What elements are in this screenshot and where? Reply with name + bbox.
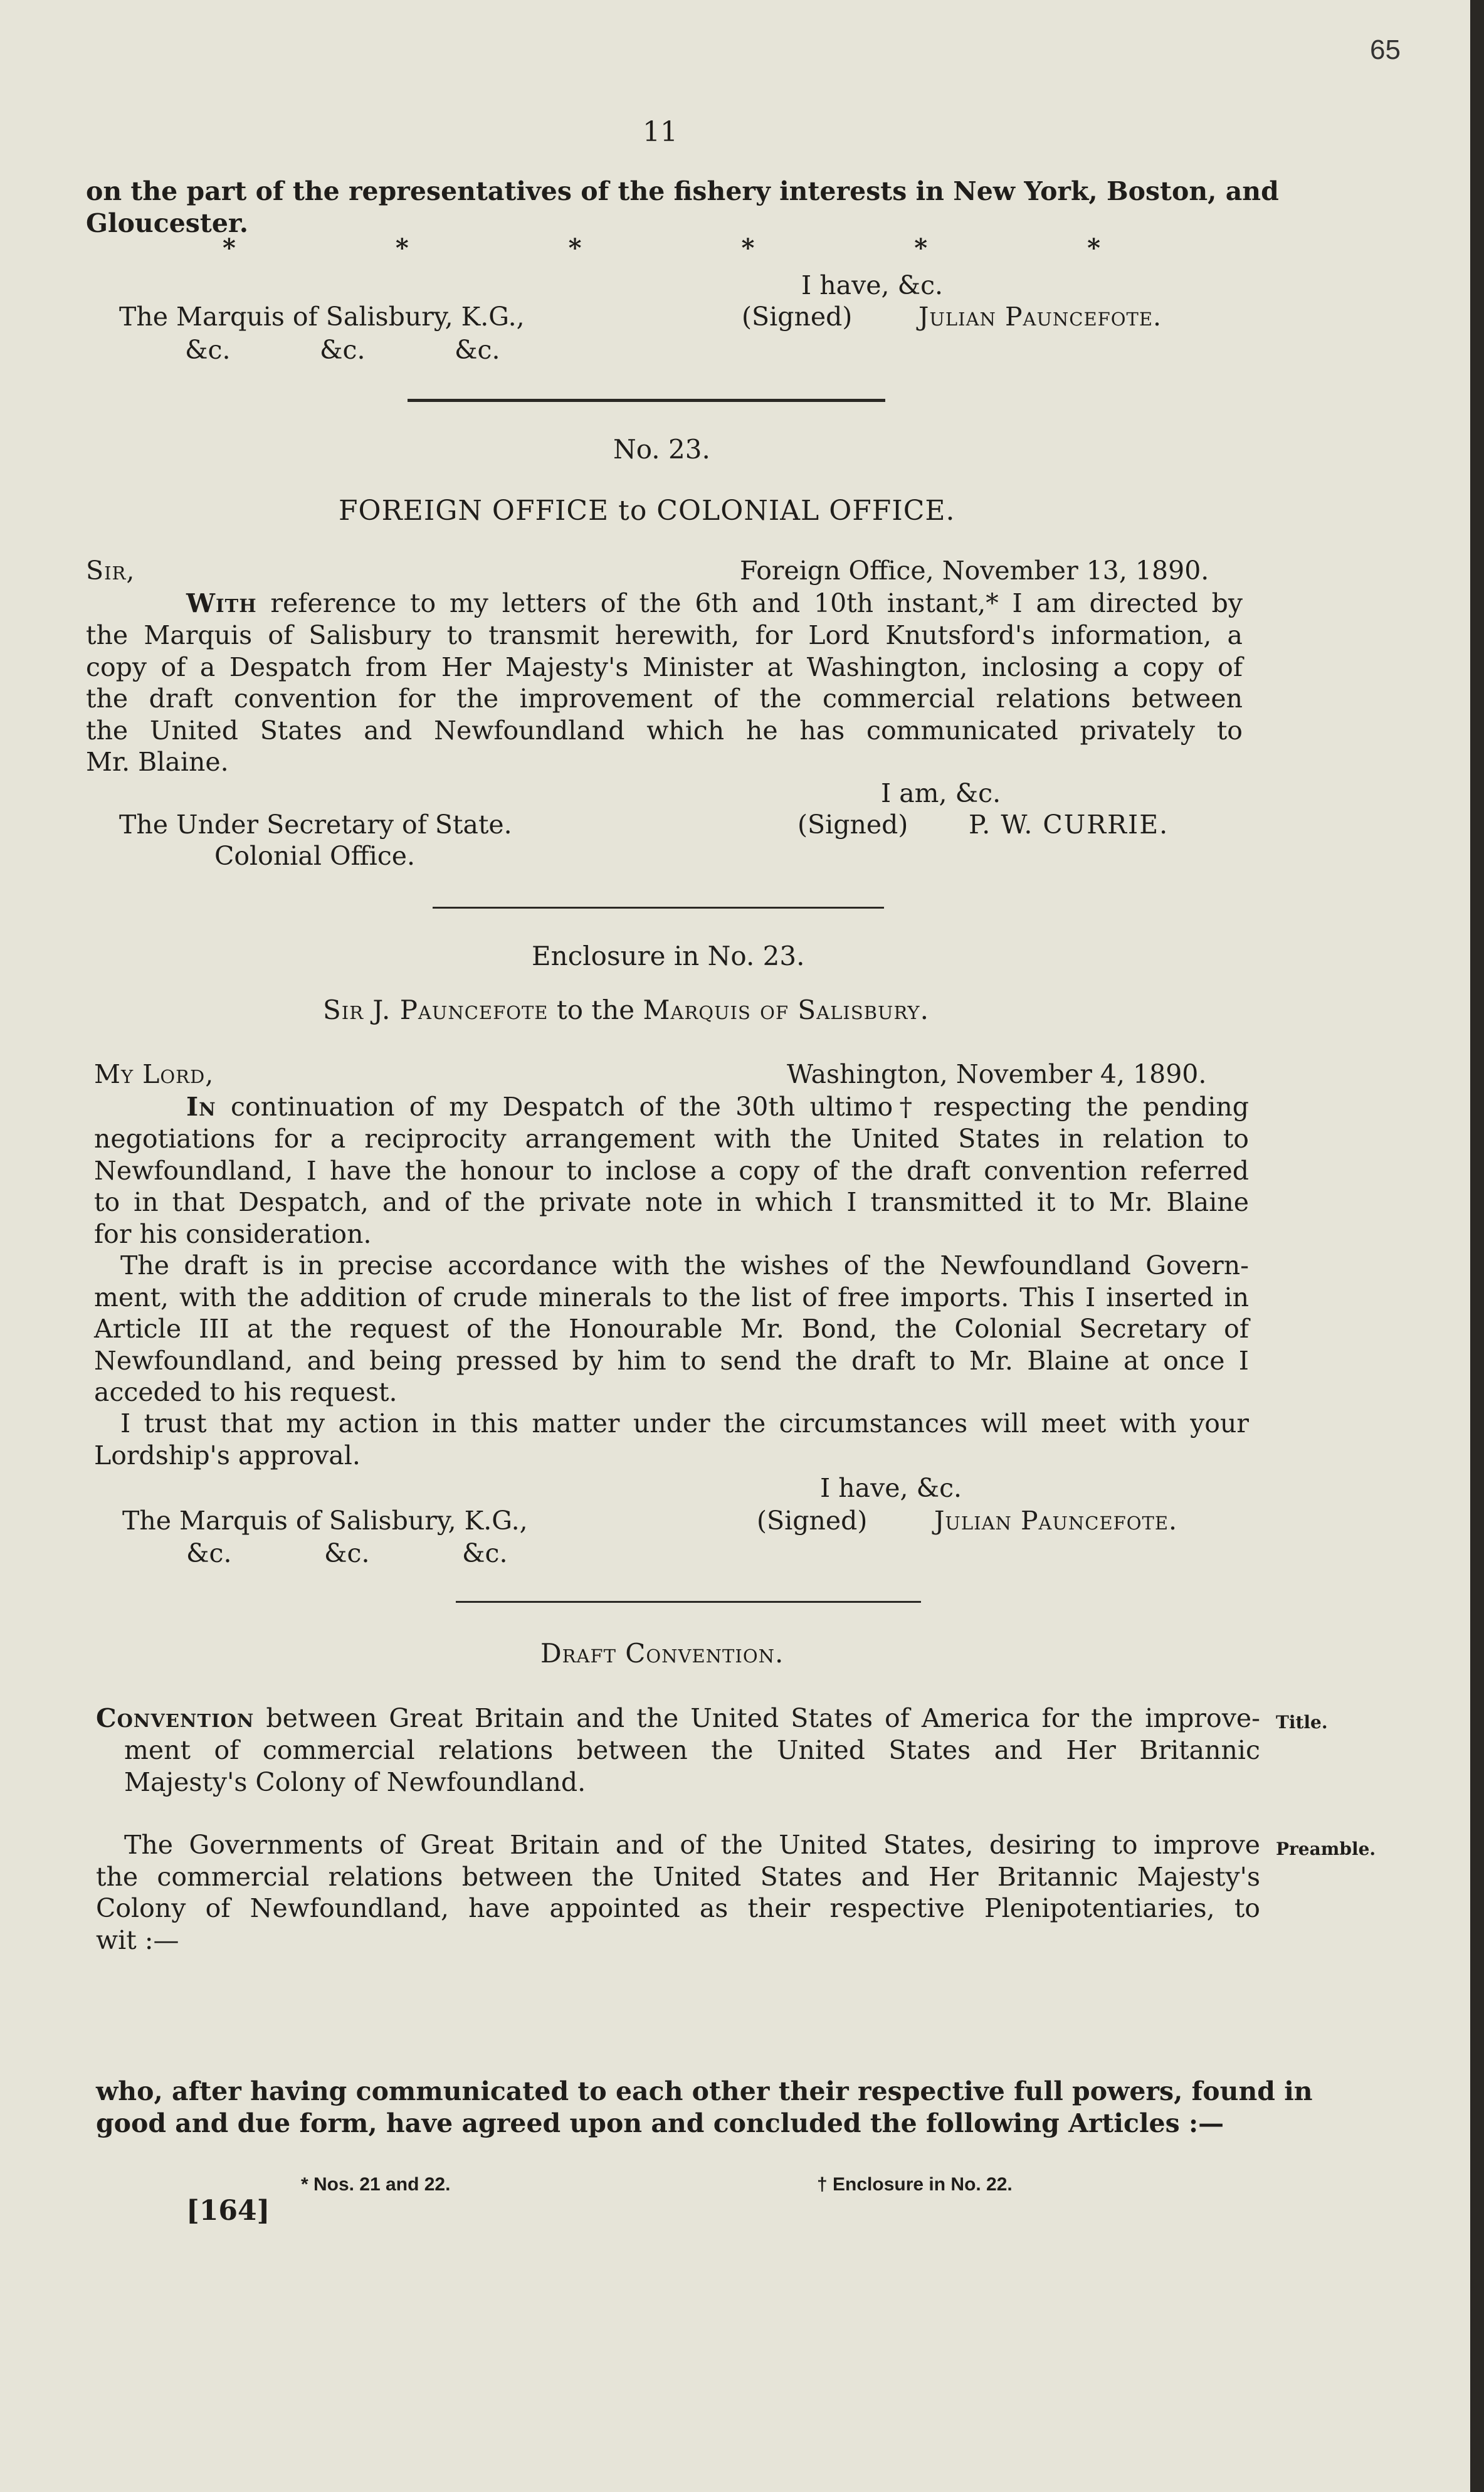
print-mark: [164] <box>186 2195 270 2227</box>
footnote-a: * Nos. 21 and 22. <box>301 2174 451 2195</box>
no23-addressee: The Under Secretary of State. <box>119 810 512 840</box>
enclosure-signer: Julian Pauncefote. <box>934 1506 1178 1536</box>
draft-title-first: Convention between Great Britain and the United States of America for the improve- <box>96 1703 1260 1733</box>
enclosure-etc-2: &c. <box>324 1538 370 1568</box>
letter1-etc-2: &c. <box>320 335 366 365</box>
enclosure-para1: negotiations for a reciprocity arrangement with the United States in relation to Newfoundland, I have the honour to inclose a copy of the draft convention referred to in that Despatch, and of the private note in which I transmitted it to Mr. Blaine <box>94 1124 1249 1217</box>
enclosure-place-date: Washington, November 4, 1890. <box>787 1059 1207 1089</box>
letter1-signer: Julian Pauncefote. <box>918 302 1162 332</box>
no23-first-line: With reference to my letters of the 6th and 10th instant,* I am directed by <box>186 588 1243 618</box>
letter1-closing: I have, &c. <box>801 270 944 300</box>
divider <box>433 907 884 909</box>
margin-note-title: Title. <box>1276 1712 1328 1733</box>
enclosure-heading: Sir J. Pauncefote to the Marquis of Salisbury. <box>323 995 929 1025</box>
enclosure-para2: The draft is in precise accordance with the wishes of the Newfoundland Govern- ment, with the addition of crude minerals to the list of free imports. This I inserted in Article III at the request of the Honourable Mr. Bond, the Colonial Secretary of Newfoundland, and being pressed by him to send the draft to Mr. Blaine at once I <box>94 1250 1249 1376</box>
section-number: 11 <box>643 116 678 148</box>
no23-salutation: Sir, <box>86 556 135 586</box>
draft-closing-first: who, after having communicated to each other their respective full powers, found in <box>96 2076 1313 2106</box>
asterism: * * * * * * <box>223 233 1100 263</box>
no23-closing: I am, &c. <box>881 778 1001 808</box>
margin-note-preamble: Preamble. <box>1276 1839 1376 1859</box>
draft-preamble-last: wit :— <box>96 1925 179 1955</box>
enclosure-salutation: My Lord, <box>94 1059 214 1089</box>
letter1-addressee: The Marquis of Salisbury, K.G., <box>119 302 525 332</box>
enclosure-para1-last: for his consideration. <box>94 1219 372 1249</box>
no23-signed: (Signed) <box>797 810 908 840</box>
enclosure-para2-last: acceded to his request. <box>94 1377 397 1407</box>
letter1-etc-3: &c. <box>455 335 500 365</box>
no23-signer: P. W. CURRIE. <box>969 810 1169 840</box>
enclosure-closing: I have, &c. <box>820 1473 962 1503</box>
no23-number: No. 23. <box>613 434 710 465</box>
letter1-etc-1: &c. <box>185 335 231 365</box>
footnote-b: † Enclosure in No. 22. <box>817 2174 1013 2195</box>
no23-addressee2: Colonial Office. <box>214 841 416 871</box>
intro-line-2: Gloucester. <box>86 208 249 238</box>
no23-place-date: Foreign Office, November 13, 1890. <box>740 556 1209 586</box>
enclosure-etc-1: &c. <box>186 1538 232 1568</box>
enclosure-etc-3: &c. <box>462 1538 508 1568</box>
draft-title-last: Majesty's Colony of Newfoundland. <box>124 1767 586 1797</box>
divider-thick <box>408 399 885 402</box>
draft-preamble: The Governments of Great Britain and of the United States, desiring to improve the commercial relations between the United States and Her Britannic Majesty's Colony of Newfoundland, have appointed as their respective Plenipotentiaries, to <box>96 1830 1260 1923</box>
enclosure-para3-last: Lordship's approval. <box>94 1440 360 1470</box>
page-number: 65 <box>1370 34 1401 65</box>
draft-title: Draft Convention. <box>540 1638 784 1669</box>
no23-heading: FOREIGN OFFICE to COLONIAL OFFICE. <box>339 495 955 527</box>
enclosure-addressee: The Marquis of Salisbury, K.G., <box>122 1506 528 1536</box>
letter1-signed: (Signed) <box>742 302 853 332</box>
divider-2 <box>456 1601 921 1603</box>
draft-closing-last: good and due form, have agreed upon and concluded the following Articles :— <box>96 2108 1224 2138</box>
intro-line-1: on the part of the representatives of the fishery interests in New York, Boston, and <box>86 176 1279 206</box>
no23-lead-word: With <box>186 588 257 618</box>
enclosure-signed: (Signed) <box>757 1506 868 1536</box>
enclosure-title: Enclosure in No. 23. <box>532 941 805 971</box>
enclosure-para1-first: In continuation of my Despatch of the 30th ultimo† respecting the pending <box>186 1092 1249 1122</box>
draft-title-body: ment of commercial relations between the United States and Her Britannic <box>124 1735 1260 1765</box>
no23-body: the Marquis of Salisbury to transmit herewith, for Lord Knutsford's information, a copy of a Despatch from Her Majesty's Minister at Washington, inclosing a copy of the draft convention for the improvement of the commercial relations between the United States and Newfoundland which he has communicated privately to <box>86 620 1243 746</box>
page-edge <box>1470 0 1484 2492</box>
enclosure-para3-first: I trust that my action in this matter under the circumstances will meet with your <box>120 1408 1249 1439</box>
no23-last-line: Mr. Blaine. <box>86 747 229 777</box>
